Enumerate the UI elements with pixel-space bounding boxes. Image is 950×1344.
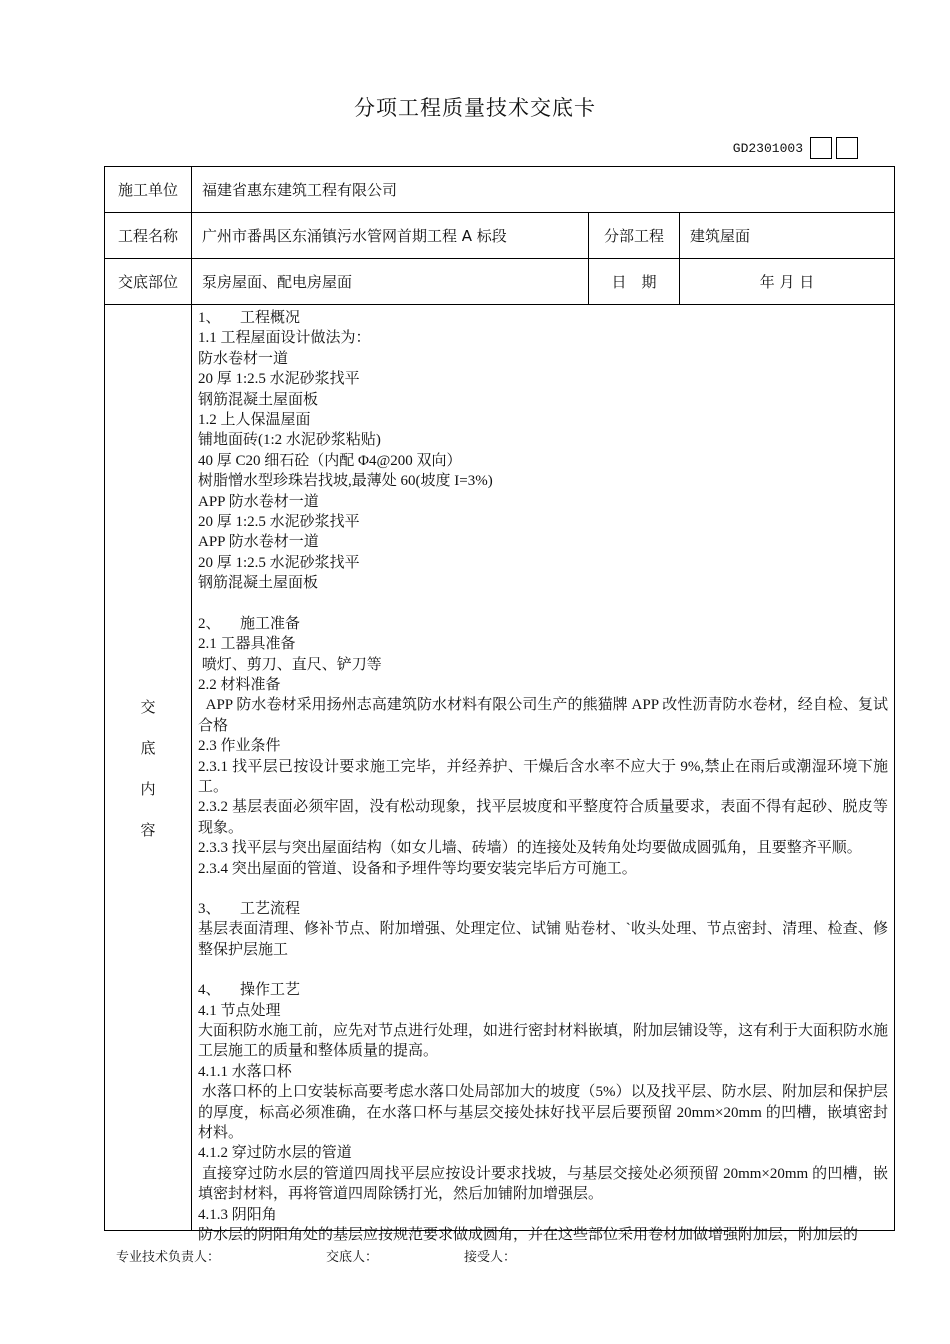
content-line: 40 厚 C20 细石砼（内配 Φ4@200 双向） — [198, 452, 462, 469]
content-line: 直接穿过防水层的管道四周找平层应按设计要求找坡，与基层交接处必须预留 20mm×20mm 的凹槽，嵌填密封材料，再将管道四周除锈打光，然后加铺附加增强层。 — [198, 1165, 889, 1203]
section-title: 工程概况 — [240, 310, 301, 326]
disclosure-content-text — [198, 308, 889, 1244]
discloser-signature: 交底人： — [326, 1250, 379, 1265]
content-label-char: 容 — [140, 820, 156, 839]
content-line: 2.1 工器具准备 — [198, 636, 296, 653]
content-line: 4.1 节点处理 — [198, 1002, 281, 1019]
content-line: 20 厚 1:2.5 水泥砂浆找平 — [198, 371, 360, 388]
content-line: 钢筋混凝土屋面板 — [198, 391, 319, 408]
document-code — [733, 136, 858, 160]
content-line: 20 厚 1:2.5 水泥砂浆找平 — [198, 514, 360, 531]
content-line: 2.3.4 突出屋面的管道、设备和予埋件等均要安装完毕后方可施工。 — [198, 860, 637, 877]
project-name-value: 广州市番禺区东涌镇污水管网首期工程 A 标段 — [192, 213, 589, 259]
division-value: 建筑屋面 — [680, 213, 895, 259]
code-checkbox-1[interactable] — [810, 137, 832, 159]
content-line: APP 防水卷材采用扬州志高建筑防水材料有限公司生产的熊猫牌 APP 改性沥青防水卷材，经自检、复试合格 — [198, 697, 889, 734]
row-construction-unit — [105, 167, 895, 213]
division-label: 分部工程 — [589, 213, 680, 259]
content-line: 4.1.3 阴阳角 — [198, 1206, 277, 1223]
section-title: 工艺流程 — [240, 900, 301, 917]
section-title: 操作工艺 — [240, 982, 301, 999]
document-code-text: GD2301003 — [732, 140, 803, 156]
section-4-heading — [198, 980, 888, 1000]
section-3-body — [198, 919, 888, 960]
content-line: 基层表面清理、修补节点、附加增强、处理定位、试铺 贴卷材、`收头处理、节点密封、清理、检查、修整保护层施工 — [198, 921, 889, 958]
code-checkbox-2[interactable] — [836, 137, 858, 159]
section-number: 2、 — [198, 615, 221, 632]
construction-unit-label: 施工单位 — [105, 167, 192, 213]
section-1-body — [198, 328, 888, 593]
content-line: 铺地面砖(1:2 水泥砂浆粘贴) — [198, 432, 381, 449]
section-2-heading — [198, 614, 888, 634]
content-line: 防水层的阴阳角处的基层应按规范要求做成圆角，并在这些部位采用卷材加做增强附加层，附加层的 — [198, 1227, 859, 1244]
construction-unit-value: 福建省惠东建筑工程有限公司 — [192, 167, 895, 213]
content-line: 2.3.2 基层表面必须牢固，没有松动现象，找平层坡度和平整度符合质量要求，表面不得有起砂、脱皮等现象。 — [198, 799, 889, 836]
content-line: APP 防水卷材一道 — [198, 493, 319, 510]
content-label — [105, 305, 192, 1231]
content-line: 1.2 上人保温屋面 — [198, 412, 311, 429]
content-line: 4.1.1 水落口杯 — [198, 1063, 292, 1080]
content-label-char: 交 — [140, 697, 156, 716]
tech-lead-signature: 专业技术负责人： — [116, 1250, 221, 1265]
content-line: 4.1.2 穿过防水层的管道 — [198, 1145, 352, 1162]
content-label-char: 底 — [140, 738, 156, 757]
content-line: 树脂憎水型珍珠岩找坡,最薄处 60(坡度 I=3%) — [198, 473, 493, 490]
content-line: 水落口杯的上口安装标高要考虑水落口处局部加大的坡度（5%）以及找平层、防水层、附加层和保护层的厚度，标高必须准确，在水落口杯与基层交接处抹好找平层后要预留 20mm×20mm 的凹槽，嵌填密封材料。 — [198, 1084, 889, 1142]
content-line: 2.3.3 找平层与突出屋面结构（如女儿墙、砖墙）的连接处及转角处均要做成圆弧角，且要整齐平顺。 — [198, 840, 862, 857]
section-title: 施工准备 — [240, 615, 301, 632]
content-line: 大面积防水施工前，应先对节点进行处理，如进行密封材料嵌填，附加层铺设等，这有利于大面积防水施工层施工的质量和整体质量的提高。 — [198, 1023, 889, 1060]
date-label: 日 期 — [589, 259, 680, 305]
content-line: 1.1 工程屋面设计做法为： — [198, 330, 371, 347]
section-number: 1、 — [198, 310, 221, 326]
content-line: APP 防水卷材一道 — [198, 534, 319, 551]
date-value: 年 月 日 — [680, 259, 895, 305]
disclosure-part-label: 交底部位 — [105, 259, 192, 305]
section-1-heading — [198, 308, 888, 328]
content-line: 2.3 作业条件 — [198, 738, 281, 755]
project-name-label: 工程名称 — [105, 213, 192, 259]
content-line: 防水卷材一道 — [198, 350, 289, 367]
section-2-body — [198, 634, 888, 879]
content-line: 喷灯、剪刀、直尺、铲刀等 — [198, 656, 382, 673]
disclosure-table — [104, 166, 895, 1244]
section-3-heading — [198, 899, 888, 919]
section-4-body — [198, 1001, 888, 1246]
receiver-signature: 接受人： — [464, 1250, 517, 1265]
disclosure-part-value: 泵房屋面、配电房屋面 — [192, 259, 589, 305]
content-line: 2.2 材料准备 — [198, 676, 281, 693]
section-number: 3、 — [198, 900, 221, 917]
row-project — [105, 213, 895, 259]
content-line: 20 厚 1:2.5 水泥砂浆找平 — [198, 554, 360, 571]
row-part — [105, 259, 895, 305]
content-line: 2.3.1 找平层已按设计要求施工完毕，并经养护、干燥后含水率不应大于 9%,禁止在雨后或潮湿环境下施工。 — [198, 758, 889, 795]
row-content — [105, 305, 895, 1231]
section-number: 4、 — [198, 982, 221, 999]
content-line: 钢筋混凝土屋面板 — [198, 575, 319, 592]
disclosure-content — [192, 305, 895, 1244]
content-label-char: 内 — [140, 779, 156, 798]
page-title: 分项工程质量技术交底卡 — [354, 96, 596, 120]
